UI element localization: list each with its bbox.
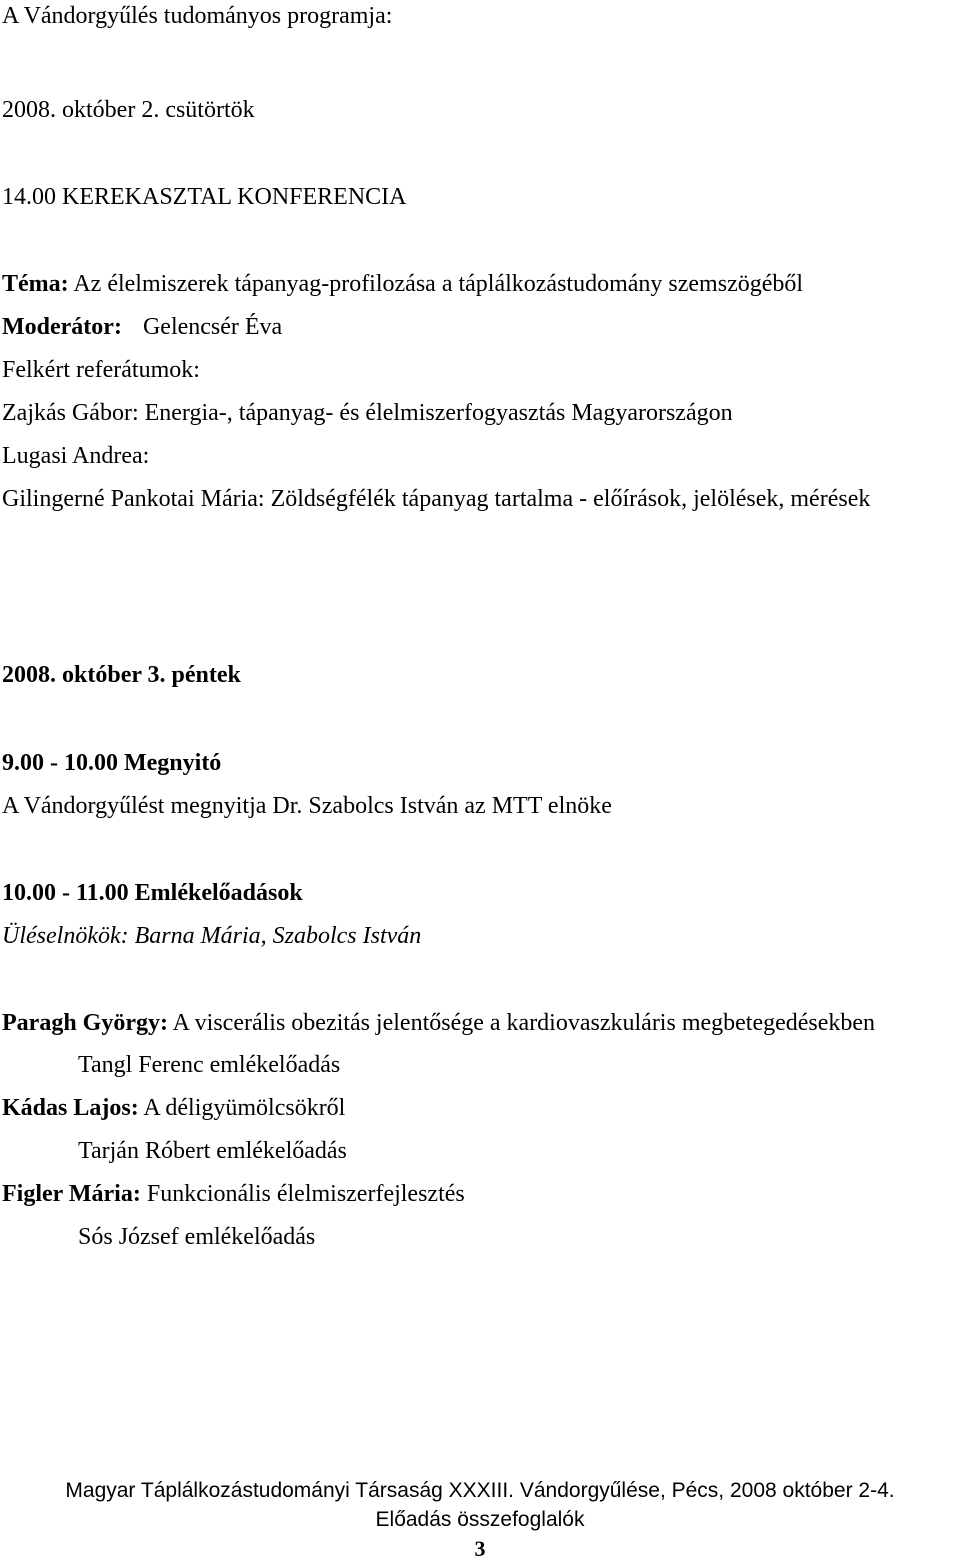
lecture-title: Funkcionális élelmiszerfejlesztés bbox=[140, 1181, 465, 1207]
lecture-speaker: Figler Mária: bbox=[2, 1181, 141, 1207]
page-number: 3 bbox=[474, 1536, 486, 1561]
lecture-speaker: Kádas Lajos: bbox=[2, 1095, 139, 1121]
theme-label: Téma: bbox=[2, 271, 69, 297]
session-chairs: Üléselnökök: Barna Mária, Szabolcs István bbox=[2, 923, 422, 949]
lecture-title: A déligyümölcsökről bbox=[138, 1095, 346, 1121]
lecture-line bbox=[2, 1180, 465, 1208]
memorial-time: 10.00 - 11.00 Emlékelőadások bbox=[2, 880, 303, 906]
requested-label: Felkért referátumok: bbox=[2, 357, 200, 383]
talk-item: Lugasi Andrea: bbox=[2, 443, 150, 469]
memorial-lecture: Sós József emlékelőadás bbox=[78, 1224, 316, 1250]
memorial-lecture: Tangl Ferenc emlékelőadás bbox=[78, 1052, 341, 1078]
footer-conference: Magyar Táplálkozástudományi Társaság XXXIII. Vándorgyűlése, Pécs, 2008 október 2-4. bbox=[65, 1479, 895, 1502]
day1-date: 2008. október 2. csütörtök bbox=[2, 97, 255, 123]
day1-session: 14.00 KEREKASZTAL KONFERENCIA bbox=[2, 184, 407, 210]
theme-line bbox=[2, 270, 803, 298]
opening-text: A Vándorgyűlést megnyitja Dr. Szabolcs István az MTT elnöke bbox=[2, 793, 612, 819]
lecture-line bbox=[2, 1009, 875, 1037]
memorial-lecture: Tarján Róbert emlékelőadás bbox=[78, 1138, 347, 1164]
lecture-line bbox=[2, 1094, 345, 1122]
lecture-title: A viscerális obezitás jelentősége a kardiovaszkuláris megbetegedésekben bbox=[167, 1010, 876, 1036]
lecture-speaker: Paragh György: bbox=[2, 1010, 168, 1036]
opening-time: 9.00 - 10.00 Megnyitó bbox=[2, 750, 222, 776]
moderator-label: Moderátor: bbox=[2, 314, 122, 340]
talk-item: Zajkás Gábor: Energia-, tápanyag- és élelmiszerfogyasztás Magyarországon bbox=[2, 400, 733, 426]
moderator-name: Gelencsér Éva bbox=[142, 314, 283, 340]
talk-item: Gilingerné Pankotai Mária: Zöldségfélék tápanyag tartalma - előírások, jelölések, mérések bbox=[2, 486, 871, 512]
theme-text: Az élelmiszerek tápanyag-profilozása a táplálkozástudomány szemszögéből bbox=[68, 271, 804, 297]
moderator-line bbox=[2, 313, 282, 341]
program-title: A Vándorgyűlés tudományos programja: bbox=[2, 3, 393, 29]
footer-subtitle: Előadás összefoglalók bbox=[375, 1508, 585, 1531]
day2-date: 2008. október 3. péntek bbox=[2, 662, 241, 688]
